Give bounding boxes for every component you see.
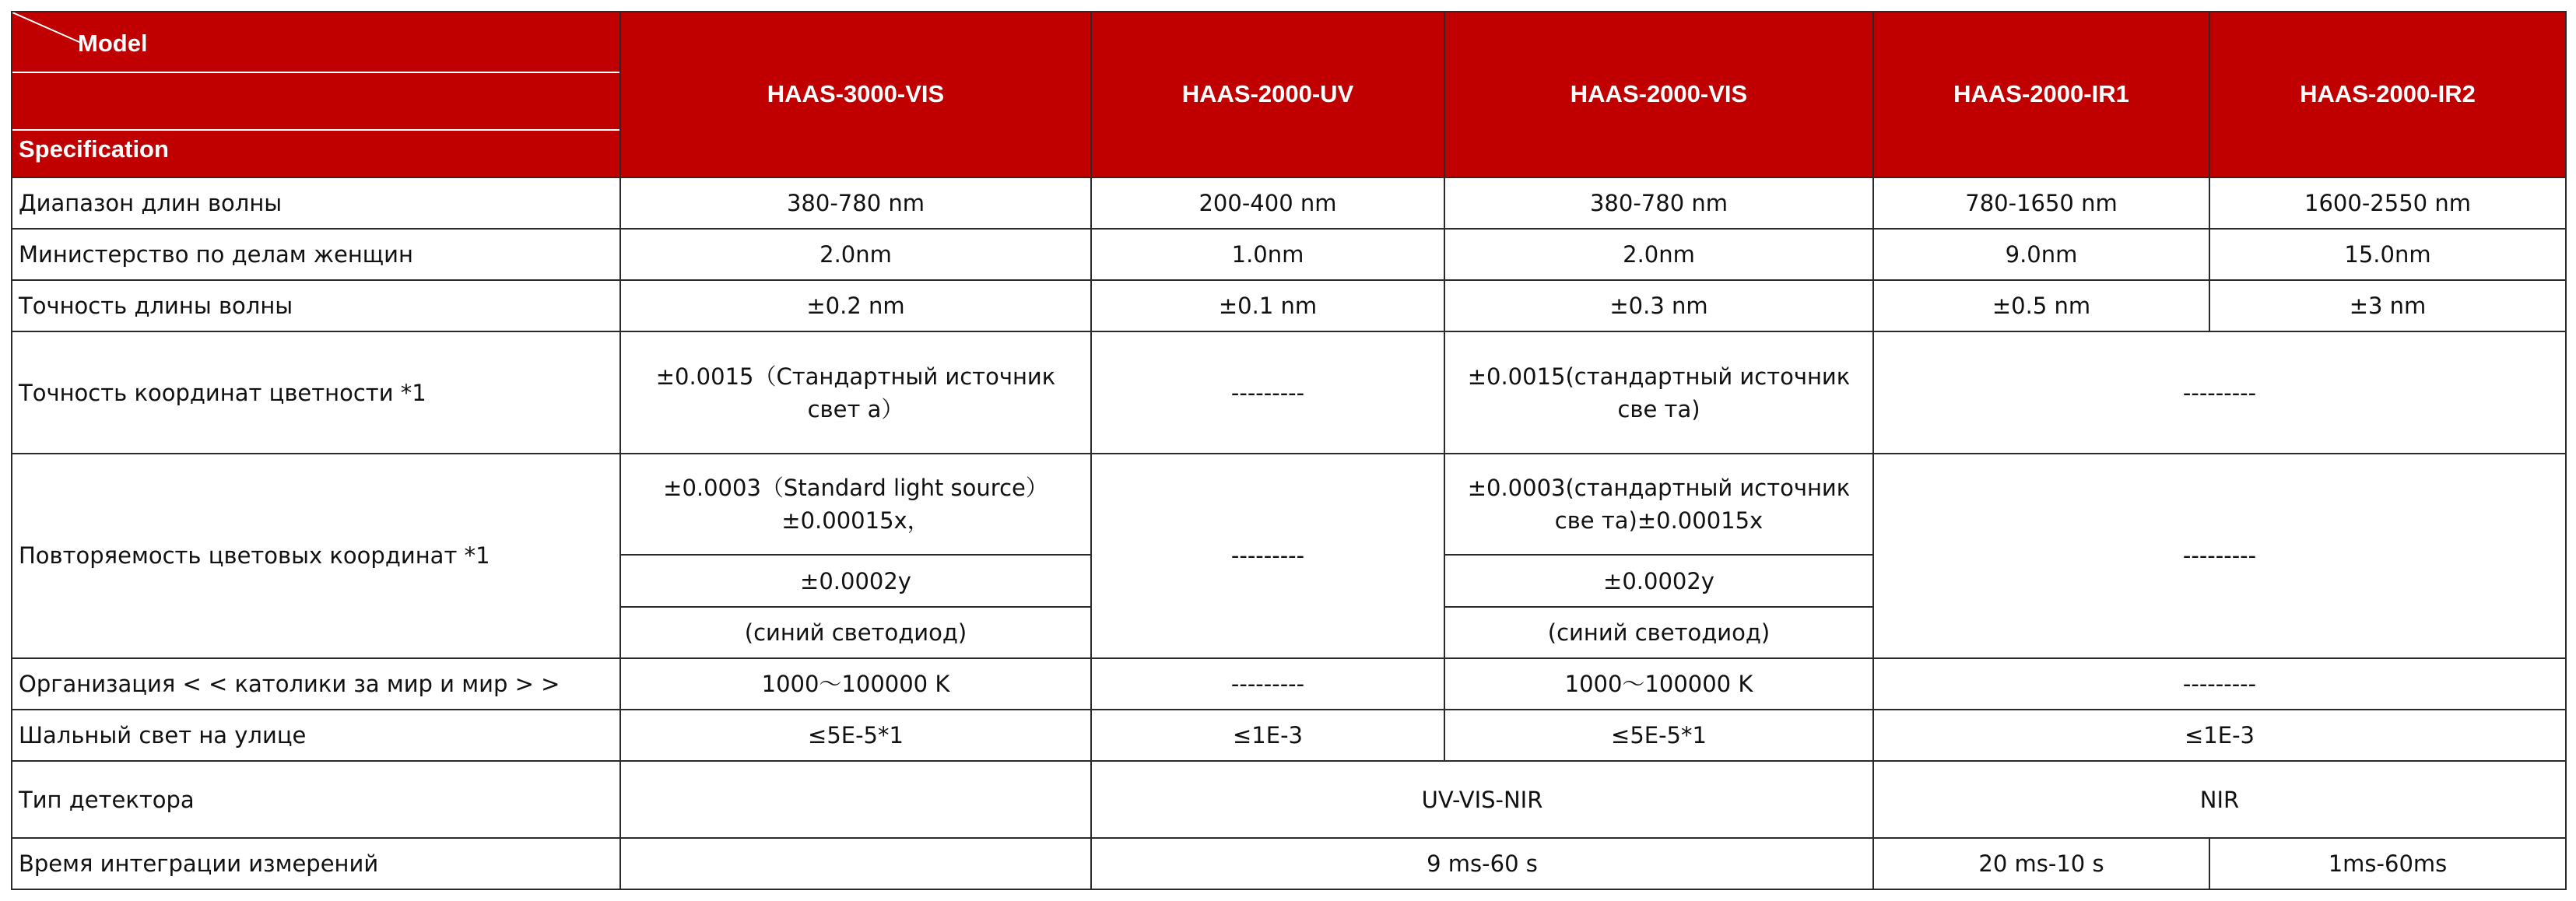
cell-value: ±3 nm [2209, 280, 2566, 331]
cell-value: 1ms-60ms [2209, 838, 2566, 889]
corner-divider-top [12, 72, 619, 73]
cell-value: ±0.5 nm [1873, 280, 2209, 331]
cell-value: --------- [1873, 331, 2566, 454]
model-header-haas-2000-ir1: HAAS-2000-IR1 [1873, 12, 2209, 177]
model-header-haas-3000-vis: HAAS-3000-VIS [620, 12, 1091, 177]
cell-value [620, 838, 1091, 889]
row-integration-time [12, 838, 2566, 889]
cell-value: ±0.1 nm [1091, 280, 1444, 331]
cell-value: 200-400 nm [1091, 177, 1444, 229]
row-label: Повторяемость цветовых координат *1 [12, 454, 620, 658]
cell-value: ≤1E-3 [1873, 710, 2566, 761]
cell-value: 1000～100000 K [620, 658, 1091, 710]
row-wavelength-accuracy [12, 280, 2566, 331]
model-header-haas-2000-vis: HAAS-2000-VIS [1444, 12, 1873, 177]
cell-value: --------- [1091, 454, 1444, 658]
row-resolution [12, 229, 2566, 280]
cell-value: 20 ms-10 s [1873, 838, 2209, 889]
cell-value: ±0.0015（Стандартный источник свет а） [620, 331, 1091, 454]
cell-value: NIR [1873, 761, 2566, 837]
cell-value: ±0.0002y [1444, 555, 1873, 606]
cell-value: 780-1650 nm [1873, 177, 2209, 229]
cell-value: ≤5E-5*1 [1444, 710, 1873, 761]
row-label: Точность координат цветности *1 [12, 331, 620, 454]
row-chromaticity-accuracy [12, 331, 2566, 454]
cell-value: UV-VIS-NIR [1091, 761, 1873, 837]
row-wavelength-range [12, 177, 2566, 229]
cell-value: 380-780 nm [1444, 177, 1873, 229]
cell-value: --------- [1873, 454, 2566, 658]
row-label: Время интеграции измерений [12, 838, 620, 889]
model-header-haas-2000-uv: HAAS-2000-UV [1091, 12, 1444, 177]
cell-value: 15.0nm [2209, 229, 2566, 280]
cell-value: 9.0nm [1873, 229, 2209, 280]
row-label: Точность длины волны [12, 280, 620, 331]
row-cct [12, 658, 2566, 710]
cell-value: 2.0nm [1444, 229, 1873, 280]
cell-value: (синий светодиод) [1444, 607, 1873, 658]
cell-value: ±0.0015(стандартный источник све та) [1444, 331, 1873, 454]
row-label: Организация < < католики за мир и мир > > [12, 658, 620, 710]
cell-value: ±0.0003(стандартный источник све та)±0.00015x [1444, 454, 1873, 555]
corner-header-cell [12, 12, 620, 177]
row-chromaticity-repeatability [12, 454, 2566, 555]
cell-value: ≤1E-3 [1091, 710, 1444, 761]
row-stray-light [12, 710, 2566, 761]
cell-value: ±0.3 nm [1444, 280, 1873, 331]
cell-value: (синий светодиод) [620, 607, 1091, 658]
cell-value: ±0.0002y [620, 555, 1091, 606]
cell-value: 1000～100000 K [1444, 658, 1873, 710]
cell-value: 380-780 nm [620, 177, 1091, 229]
cell-value: ≤5E-5*1 [620, 710, 1091, 761]
cell-value: --------- [1873, 658, 2566, 710]
cell-value: ±0.2 nm [620, 280, 1091, 331]
model-label: Model [78, 30, 148, 57]
row-detector-type [12, 761, 2566, 837]
cell-value: --------- [1091, 331, 1444, 454]
row-label: Тип детектора [12, 761, 620, 837]
cell-value: ±0.0003（Standard light source）±0.00015x， [620, 454, 1091, 555]
cell-value: 1.0nm [1091, 229, 1444, 280]
cell-value: --------- [1091, 658, 1444, 710]
cell-value: 1600-2550 nm [2209, 177, 2566, 229]
row-label: Диапазон длин волны [12, 177, 620, 229]
cell-value [620, 761, 1091, 837]
row-label: Шальный свет на улице [12, 710, 620, 761]
cell-value: 9 ms-60 s [1091, 838, 1873, 889]
row-label: Министерство по делам женщин [12, 229, 620, 280]
cell-value: 2.0nm [620, 229, 1091, 280]
specification-table [11, 11, 2567, 890]
header-row [12, 12, 2566, 177]
specification-label: Specification [19, 135, 169, 163]
corner-divider-bottom [12, 129, 619, 131]
model-header-haas-2000-ir2: HAAS-2000-IR2 [2209, 12, 2566, 177]
